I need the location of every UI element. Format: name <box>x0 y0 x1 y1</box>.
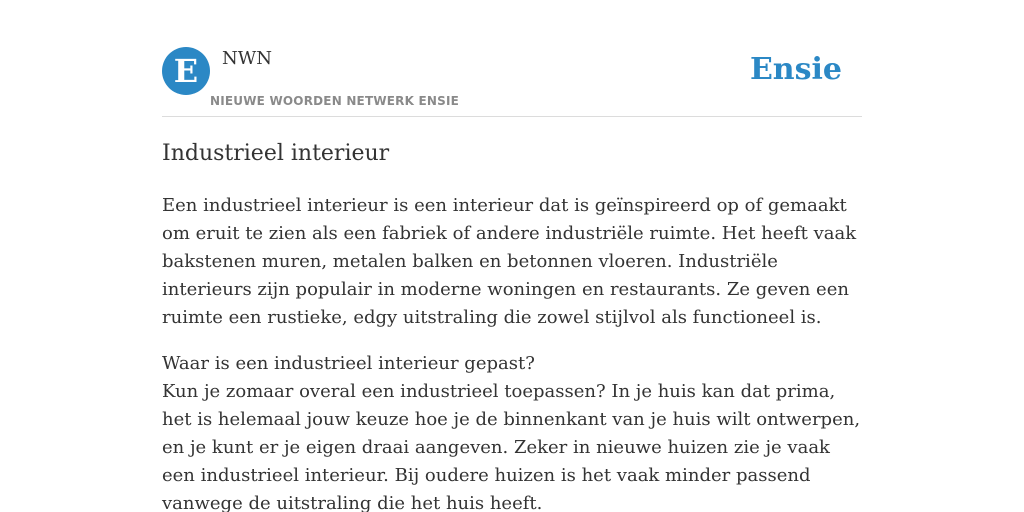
article-title: Industrieel interieur <box>162 141 390 166</box>
article-section <box>162 350 864 512</box>
site-header <box>162 44 862 117</box>
article-paragraph: Kun je zomaar overal een industrieel toepassen? In je huis kan dat prima, het is helemaal jouw keuze hoe je de binnenkant van je huis wilt ontwerpen, en je kunt er je eigen draai aangeven. Zeker in nieuwe huizen zie je vaak een industrieel interieur. Bij oudere huizen is het vaak minder passend vanwege de uitstraling die het huis heeft. <box>162 381 861 512</box>
site-logo[interactable]: E <box>162 47 210 95</box>
article-paragraph: Een industrieel interieur is een interieur dat is geïnspireerd op of gemaakt om eruit te zien als een fabriek of andere industriële ruimte. Het heeft vaak bakstenen muren, metalen balken en betonnen vloeren. Industriële interieurs zijn populair in moderne woningen en restaurants. Ze geven een ruimte een rustieke, edgy uitstraling die zowel stijlvol als functioneel is. <box>162 195 857 328</box>
brand-logo[interactable]: Ensie <box>749 52 842 87</box>
site-subtitle: NIEUWE WOORDEN NETWERK ENSIE <box>210 94 460 108</box>
article-body <box>162 192 864 512</box>
section-question: Waar is een industrieel interieur gepast? <box>162 353 535 374</box>
site-name[interactable]: NWN <box>222 48 273 69</box>
